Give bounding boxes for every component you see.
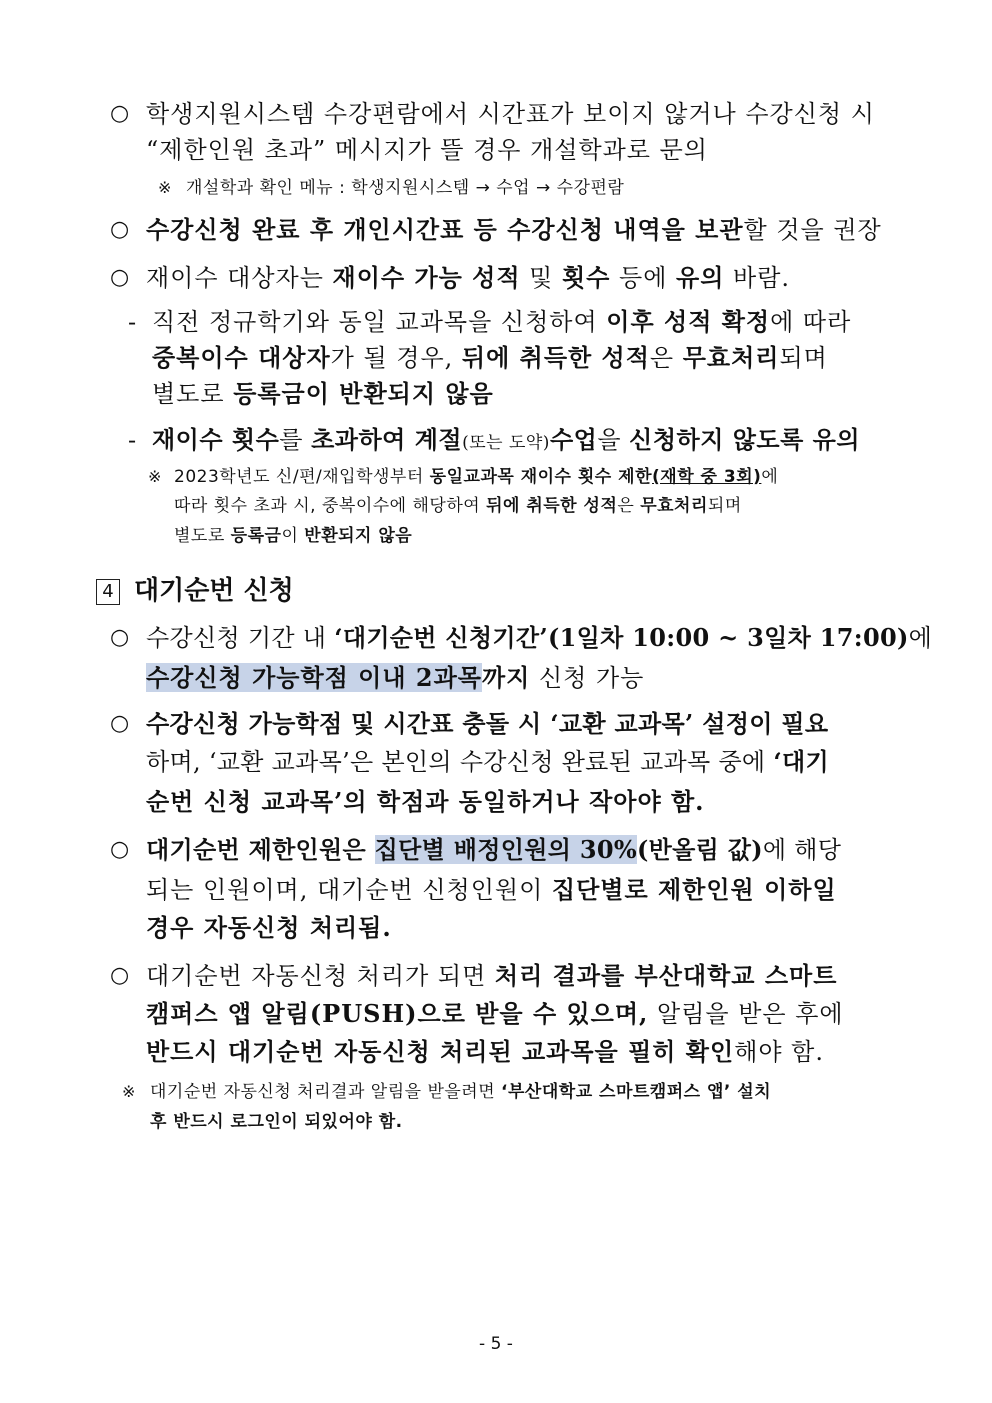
text: 하며, ‘교환 교과목’은 본인의 수강신청 완료된 교과목 중에 (146, 748, 774, 776)
emphasis: 재이수 횟수 (152, 425, 280, 454)
text: 알림을 받은 후에 (648, 1000, 844, 1028)
text: 이 (281, 526, 305, 546)
emphasis: ‘부산대학교 스마트캠퍼스 앱’ 설치 (501, 1082, 772, 1102)
emphasis: 뒤에 취득한 성적 (486, 496, 618, 516)
emphasis: 무효처리 (682, 343, 780, 372)
highlight: 수강신청 가능학점 이내 2과목 (146, 663, 482, 692)
text: 해야 함. (734, 1038, 824, 1066)
emphasis: 신청하지 않도록 유의 (629, 425, 861, 454)
emphasis: (반올림 값) (636, 835, 763, 864)
bullet: ○ (110, 101, 130, 126)
emphasis: 횟수 (562, 263, 611, 292)
bullet: ○ (110, 625, 130, 650)
bullet: ○ (110, 711, 130, 736)
reference-note (174, 465, 778, 489)
text: 되며 (707, 496, 742, 516)
emphasis: ‘대기순번 신청기간’(1일차 10:00 ~ 3일차 17:00) (334, 623, 909, 652)
text: 에 해당 (762, 836, 842, 864)
section-title: 대기순번 신청 (134, 576, 294, 606)
paragraph-line (146, 262, 790, 294)
text: 되는 인원이며, 대기순번 신청인원이 (146, 876, 552, 904)
emphasis: 등록금이 반환되지 않음 (233, 379, 494, 408)
emphasis: (재학 중 3회) (652, 467, 762, 487)
paragraph-line (146, 874, 837, 906)
paragraph-line (146, 214, 882, 246)
text: 2023학년도 신/편/재입학생부터 (174, 467, 430, 487)
text: 및 (520, 264, 562, 292)
reference-mark: ※ (148, 467, 162, 486)
emphasis: 대기순번 제한인원은 (146, 835, 375, 864)
text: 등에 (610, 264, 677, 292)
text: (또는 도약) (462, 433, 550, 453)
emphasis: 재이수 가능 성적 (332, 263, 521, 292)
paragraph-line (146, 622, 932, 654)
reference-note: 후 반드시 로그인이 되있어야 함. (150, 1112, 403, 1132)
bullet: ○ (110, 837, 130, 862)
paragraph-line: 수강신청 가능학점 및 시간표 충돌 시 ‘교환 교과목’ 설정이 필요 (146, 709, 829, 738)
text: 직전 정규학기와 동일 교과목을 신청하여 (152, 308, 607, 336)
reference-mark: ※ (158, 178, 172, 197)
page-number: - 5 - (479, 1334, 513, 1354)
text: 에 (908, 624, 933, 652)
paragraph-line (146, 834, 841, 866)
bullet: ○ (110, 963, 130, 988)
emphasis: 캠퍼스 앱 알림(PUSH)으로 받을 수 있으며, (146, 999, 649, 1028)
text: 재이수 대상자는 (146, 264, 333, 292)
text: 가 될 경우, (330, 344, 462, 372)
text: 대기순번 자동신청 처리결과 알림을 받을려면 (150, 1082, 502, 1102)
emphasis: 무효처리 (640, 496, 708, 516)
paragraph-line (146, 746, 829, 778)
text: 에 (761, 467, 779, 487)
highlight: 집단별 배정인원의 30% (374, 835, 637, 864)
text: 대기순번 자동신청 처리가 되면 (146, 962, 495, 990)
emphasis: 처리 결과를 부산대학교 스마트 (494, 961, 838, 990)
emphasis: ‘대기 (773, 747, 829, 776)
paragraph-line (152, 306, 851, 338)
text: 은 (649, 344, 683, 372)
dash-marker: - (128, 426, 137, 454)
reference-note (150, 1080, 771, 1104)
emphasis: 집단별로 제한인원 이하일 (551, 875, 837, 904)
emphasis: 등록금 (230, 526, 282, 546)
paragraph-line (146, 1036, 824, 1068)
paragraph-line: “제한인원 초과” 메시지가 뜰 경우 개설학과로 문의 (146, 136, 708, 164)
text: 수강신청 기간 내 (146, 624, 335, 652)
text: 되며 (779, 344, 828, 372)
text: 바람. (724, 264, 791, 292)
text: 에 따라 (770, 308, 852, 336)
emphasis: 중복이수 대상자 (152, 343, 331, 372)
emphasis: 반드시 대기순번 자동신청 처리된 교과목을 필히 확인 (146, 1037, 735, 1066)
text: 을 (597, 426, 630, 454)
section-number: 4 (96, 579, 120, 605)
text: 를 (279, 426, 312, 454)
text: 별도로 (174, 526, 231, 546)
bullet: ○ (110, 217, 130, 242)
text: 별도로 (152, 380, 234, 408)
emphasis: 초과하여 계절 (311, 425, 463, 454)
emphasis: 반환되지 않음 (304, 526, 413, 546)
emphasis: 까지 (481, 663, 531, 692)
paragraph-line (152, 424, 860, 459)
reference-note (174, 494, 742, 518)
text: 할 것을 권장 (743, 216, 882, 244)
paragraph-line (146, 998, 844, 1030)
bullet: ○ (110, 265, 130, 290)
reference-note (174, 524, 412, 548)
paragraph-line (146, 960, 837, 992)
emphasis: 유의 (676, 263, 725, 292)
text: 따라 횟수 초과 시, 중복이수에 해당하여 (174, 496, 487, 516)
text: 은 (617, 496, 641, 516)
paragraph-line (152, 342, 828, 374)
paragraph-line: 경우 자동신청 처리됨. (146, 913, 392, 942)
paragraph-line (152, 378, 494, 410)
emphasis: 동일교과목 재이수 횟수 제한 (429, 467, 652, 487)
dash-marker: - (128, 308, 137, 336)
emphasis: 뒤에 취득한 성적 (461, 343, 650, 372)
paragraph-line (146, 662, 644, 694)
paragraph-line: 학생지원시스템 수강편람에서 시간표가 보이지 않거나 수강신청 시 (146, 100, 875, 128)
reference-mark: ※ (122, 1082, 136, 1101)
reference-note: 개설학과 확인 메뉴 : 학생지원시스템 → 수업 → 수강편람 (186, 178, 625, 198)
text: 신청 가능 (530, 664, 645, 692)
paragraph-line: 순번 신청 교과목’의 학점과 동일하거나 작아야 함. (146, 787, 705, 816)
emphasis: 이후 성적 확정 (606, 307, 771, 336)
emphasis: 수업 (549, 425, 598, 454)
emphasis: 수강신청 완료 후 개인시간표 등 수강신청 내역을 보관 (146, 215, 744, 244)
